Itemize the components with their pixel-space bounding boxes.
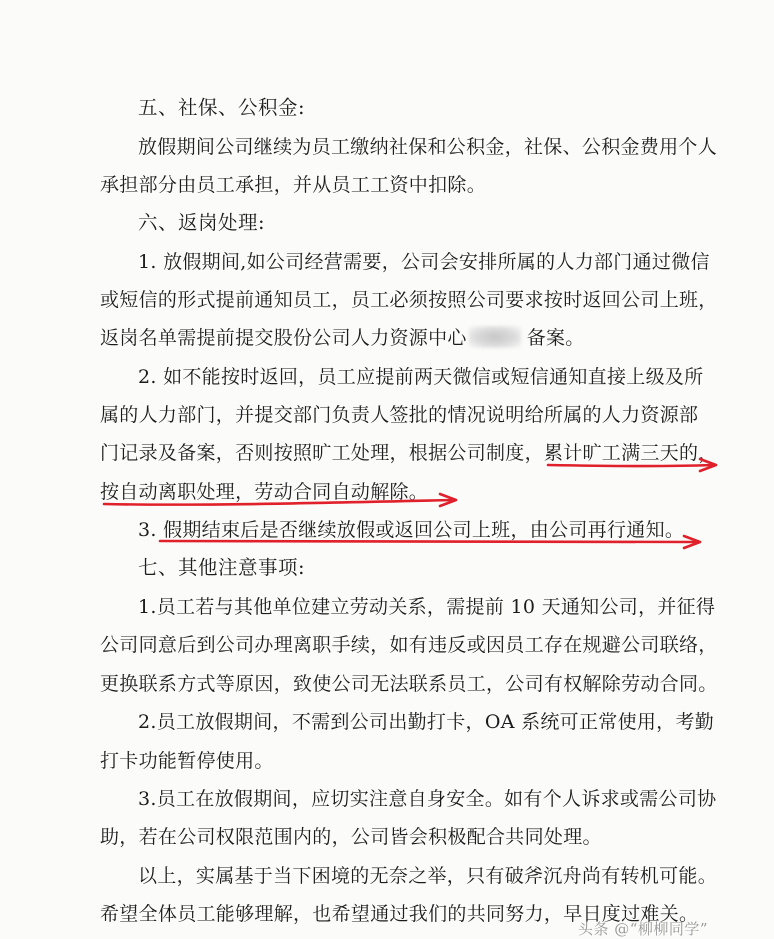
section-6-item-1-line-3-after: 备案。 bbox=[526, 327, 585, 349]
section-6-heading: 六、返岗处理: bbox=[138, 211, 266, 234]
section-7-item-3-line-1: 3.员工在放假期间，应切实注意自身安全。如有个人诉求或需公司协 bbox=[138, 788, 717, 810]
section-7-item-1-line-2: 公司同意后到公司办理离职手续，如有违反或因员工存在规避公司联络， bbox=[100, 634, 718, 656]
underline-arrow-1 bbox=[548, 465, 712, 466]
section-6-item-2-line-4: 按自动离职处理，劳动合同自动解除。 bbox=[100, 481, 429, 503]
section-6-item-1-line-3-before: 返岗名单需提前提交股份公司人力资源中心 bbox=[100, 327, 467, 349]
section-6-item-1-line-1: 1. 放假期间,如公司经营需要，公司会安排所属的人力部门通过微信 bbox=[138, 251, 710, 273]
section-7-heading: 七、其他注意事项: bbox=[138, 556, 306, 579]
watermark: 头条 @“柳柳同学” bbox=[578, 920, 709, 938]
section-5-line-2: 承担部分由员工承担，并从员工工资中扣除。 bbox=[100, 174, 487, 196]
section-6-item-2-line-1: 2. 如不能按时返回，员工应提前两天微信或短信通知直接上级及所 bbox=[138, 366, 704, 388]
closing-line-1: 以上，实属基于当下困境的无奈之举，只有破斧沉舟尚有转机可能。 bbox=[138, 865, 718, 887]
section-5-line-1: 放假期间公司继续为员工缴纳社保和公积金，社保、公积金费用个人 bbox=[138, 136, 718, 158]
section-6-item-1-line-3 bbox=[100, 326, 585, 350]
section-7-item-2-line-2: 打卡功能暂停使用。 bbox=[100, 750, 274, 772]
section-7-item-1-line-3: 更换联系方式等原因，致使公司无法联系员工，公司有权解除劳动合同。 bbox=[100, 673, 718, 695]
section-7-item-2-line-1: 2.员工放假期间，不需到公司出勤打卡，OA 系统可正常使用，考勤 bbox=[138, 711, 715, 733]
underline-arrow-3-head bbox=[684, 536, 700, 548]
underline-arrow-2-head bbox=[440, 494, 456, 506]
section-6-item-3-line-1: 3. 假期结束后是否继续放假或返回公司上班，由公司再行通知。 bbox=[138, 519, 685, 541]
section-5-heading: 五、社保、公积金: bbox=[138, 96, 306, 119]
redacted-blur bbox=[469, 326, 521, 348]
section-6-item-2-line-3: 门记录及备案，否则按照旷工处理，根据公司制度，累计旷工满三天的， bbox=[100, 442, 718, 464]
section-6-item-2-line-2: 属的人力部门，并提交部门负责人签批的情况说明给所属的人力资源部 bbox=[100, 404, 699, 426]
closing-line-2: 希望全体员工能够理解，也希望通过我们的共同努力，早日度过难关。 bbox=[100, 903, 699, 925]
section-7-item-3-line-2: 助，若在公司权限范围内的，公司皆会积极配合共同处理。 bbox=[100, 826, 602, 848]
section-6-item-1-line-2: 或短信的形式提前通知员工，员工必须按照公司要求按时返回公司上班， bbox=[100, 289, 718, 311]
section-7-item-1-line-1: 1.员工若与其他单位建立劳动关系，需提前 10 天通知公司，并征得 bbox=[138, 596, 716, 618]
